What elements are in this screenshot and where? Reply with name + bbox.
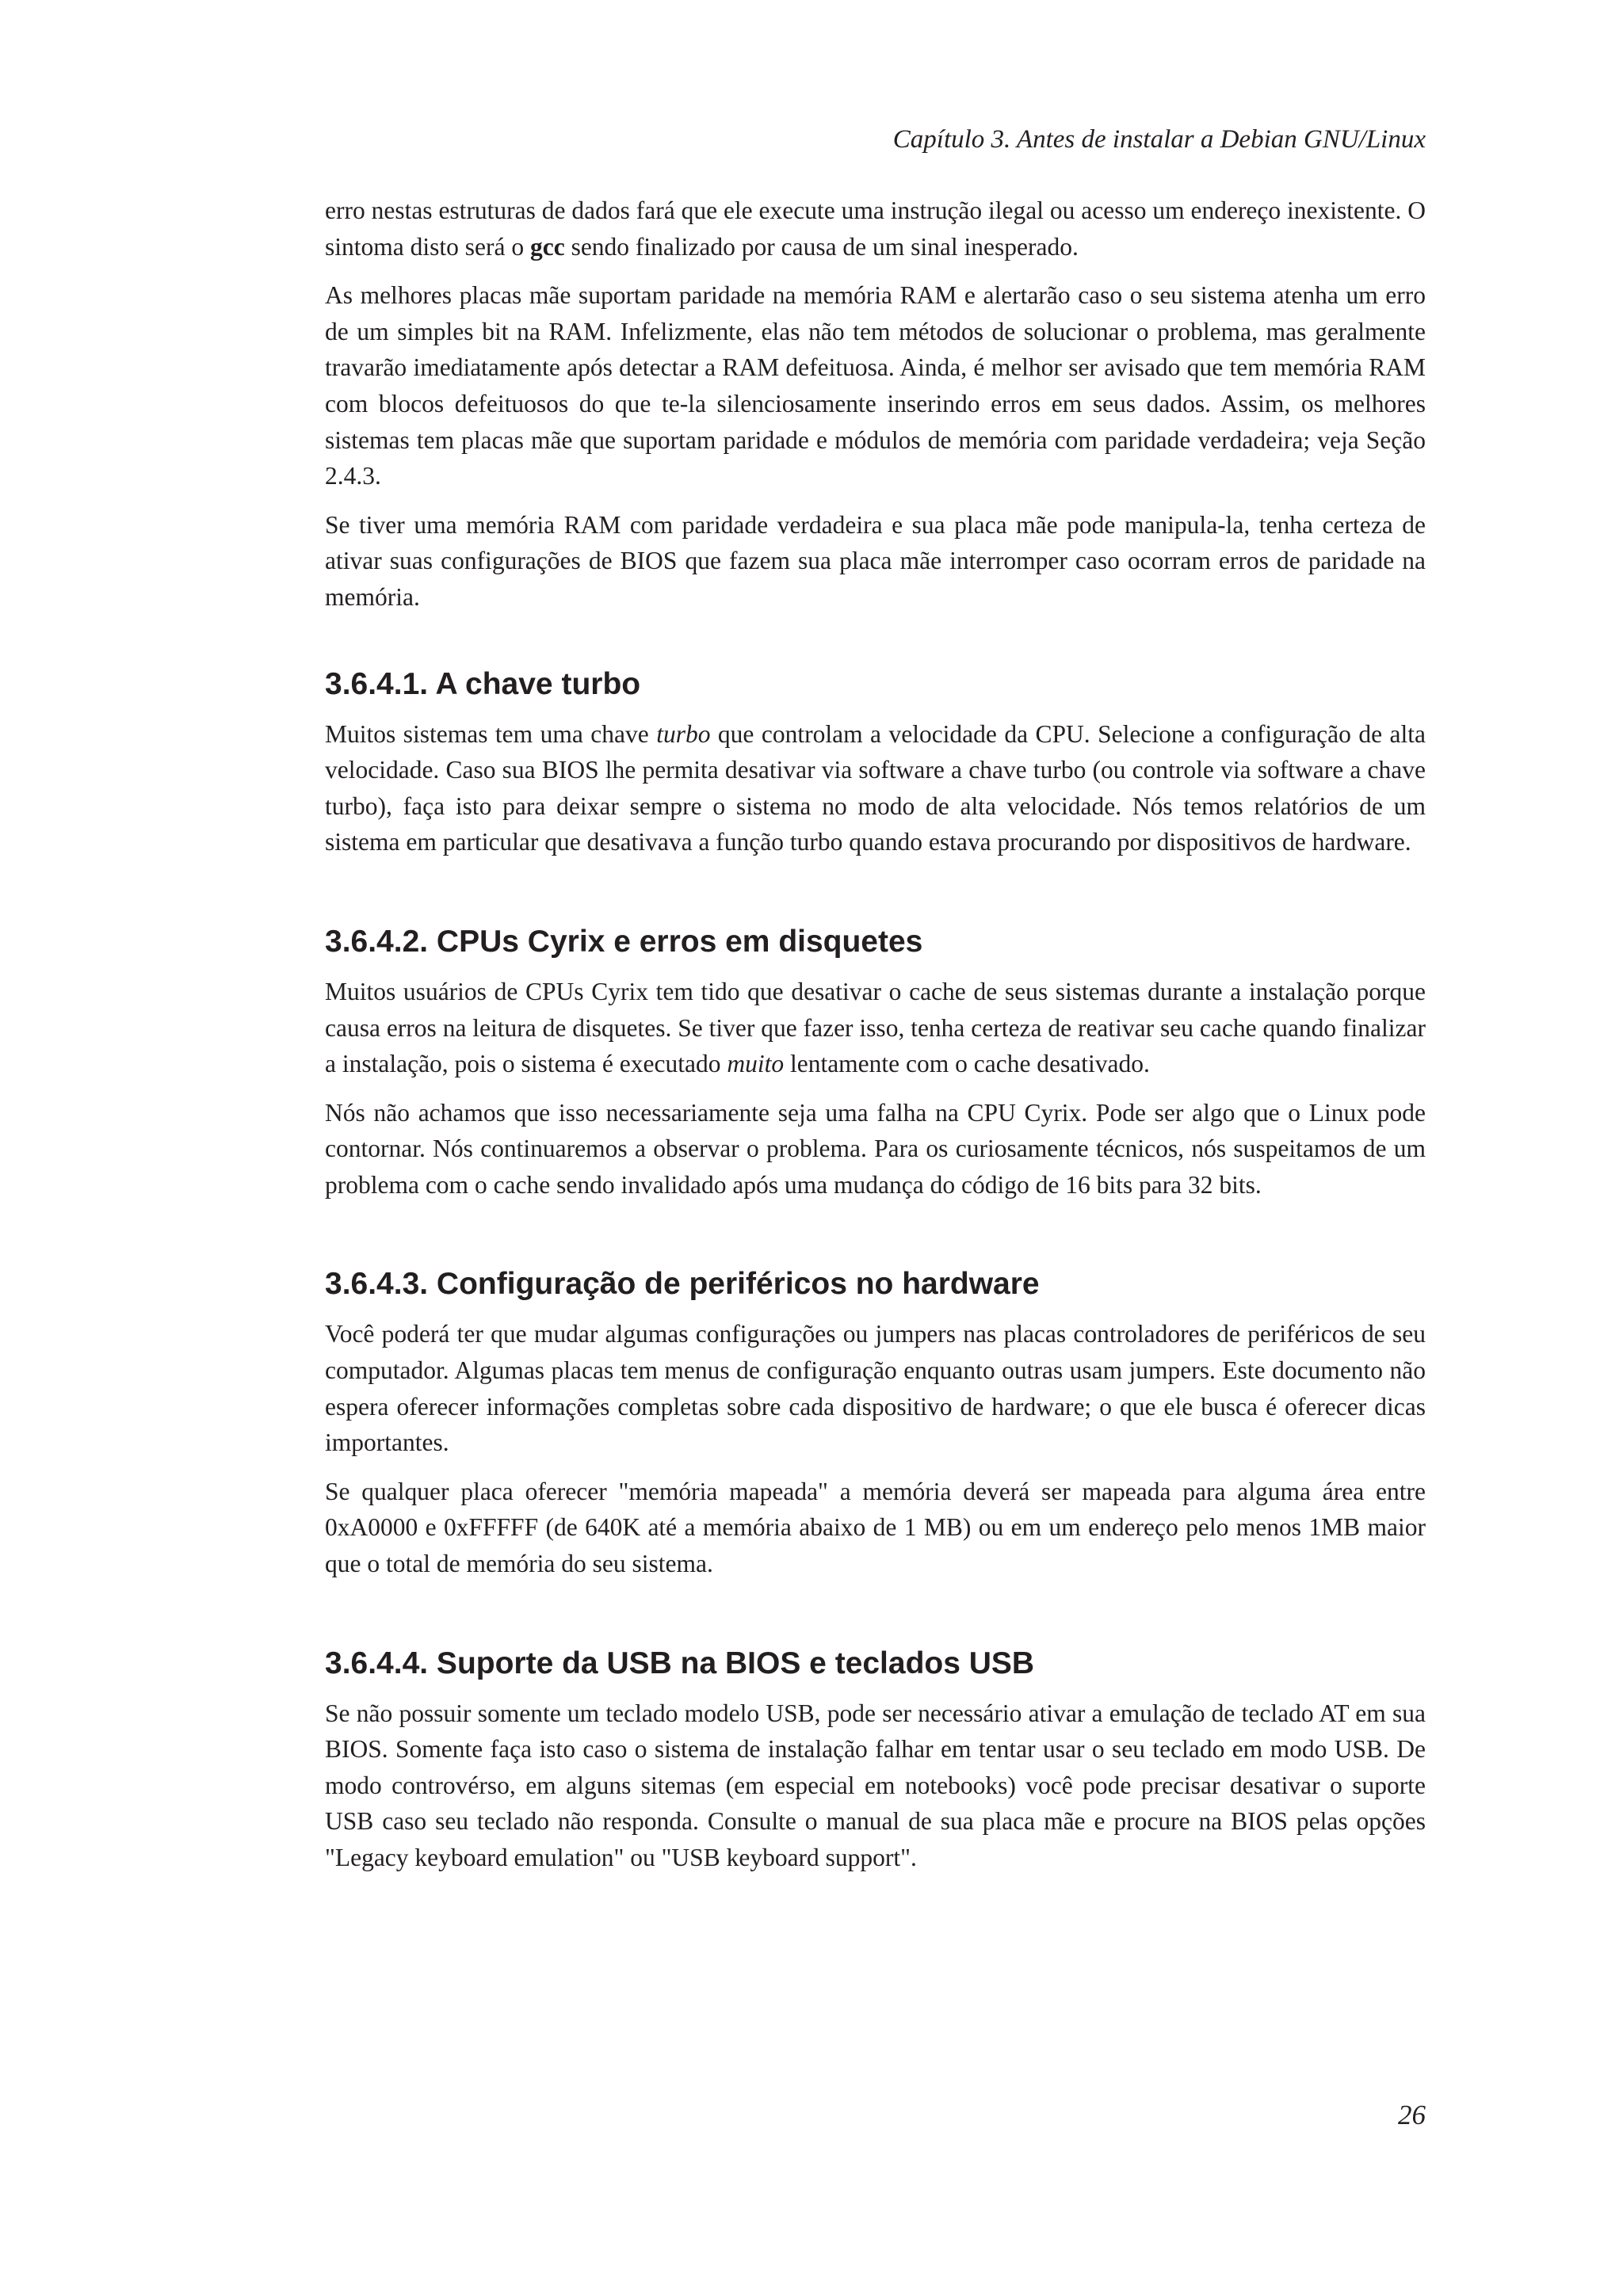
section-paragraph: Se não possuir somente um teclado modelo USB, pode ser necessário ativar a emulação de teclado AT em sua BIOS. Somente faça isto caso o sistema de instalação falhar em tentar usar o seu teclado em modo USB. De modo controvérso, em alguns sitemas (em especial em notebooks) você pode precisar desativar o suporte USB caso seu teclado não responda. Consulte o manual de sua placa mãe e procure na BIOS pelas opções "Legacy keyboard emulation" ou "USB keyboard support". bbox=[325, 1699, 1426, 1871]
section-paragraph: Se qualquer placa oferecer "memória mapeada" a memória deverá ser mapeada para alguma área entre 0xA0000 e 0xFFFFF (de 640K até a memória abaixo de 1 MB) ou em um endereço pelo menos 1MB maior que o total de memória do seu sistema. bbox=[325, 1477, 1426, 1578]
page-number: 26 bbox=[1398, 2100, 1426, 2130]
section-paragraph: Nós não achamos que isso necessariamente seja uma falha na CPU Cyrix. Pode ser algo que o Linux pode contornar. Nós continuaremos a observar o problema. Para os curiosamente técnicos, nós suspeitamos de um problema com o cache sendo invalidado após uma mudança do código de 16 bits para 32 bits. bbox=[325, 1098, 1426, 1199]
emphasis-text: turbo bbox=[656, 719, 711, 748]
section-heading: 3.6.4.3. Configuração de periféricos no hardware bbox=[325, 1267, 1040, 1302]
paragraph-text: Muitos usuários de CPUs Cyrix tem tido que desativar o cache de seus sistemas durante a instalação porque causa erros na leitura de disquetes. Se tiver que fazer isso, tenha certeza de reativar seu cache quando finalizar a instalação, pois o sistema é executado bbox=[325, 977, 1426, 1078]
gcc-command: gcc bbox=[529, 232, 565, 261]
document-body bbox=[325, 193, 1426, 1889]
intro-text-end: sendo finalizado por causa de um sinal inesperado. bbox=[564, 232, 1079, 261]
section-usb-bios bbox=[325, 1646, 1426, 1876]
section-heading: 3.6.4.4. Suporte da USB na BIOS e teclados USB bbox=[325, 1646, 1035, 1680]
emphasis-text: muito bbox=[727, 1050, 785, 1078]
intro-paragraph-3: Se tiver uma memória RAM com paridade verdadeira e sua placa mãe pode manipula-la, tenha certeza de ativar suas configurações de BIOS que fazem sua placa mãe interromper caso ocorram erros de paridade na memória. bbox=[325, 510, 1426, 611]
intro-paragraph-1 bbox=[325, 193, 1426, 265]
section-turbo-switch bbox=[325, 666, 1426, 860]
paragraph-text: que controlam a velocidade da CPU. Selecione a configuração de alta velocidade. Caso sua BIOS lhe permita desativar via software a chave turbo (ou controle via software a chave turbo), faça isto para deixar sempre o sistema no modo de alta velocidade. Nós temos relatórios de um sistema em particular que desativava a função turbo quando estava procurando por dispositivos de hardware. bbox=[325, 719, 1426, 856]
section-paragraph bbox=[325, 716, 1426, 860]
intro-paragraph-2: As melhores placas mãe suportam paridade na memória RAM e alertarão caso o seu sistema atenha um erro de um simples bit na RAM. Infelizmente, elas não tem métodos de solucionar o problema, mas geralmente travarão imediatamente após detectar a RAM defeituosa. Ainda, é melhor ser avisado que tem memória RAM com blocos defeituosos do que te-la silenciosamente inserindo erros em seus dados. Assim, os melhores sistemas tem placas mãe que suportam paridade e módulos de memória com paridade verdadeira; veja Seção 2.4.3. bbox=[325, 281, 1426, 490]
intro-text: erro nestas estruturas de dados fará que ele execute uma instrução ilegal ou acesso um endereço inexistente. O sintoma disto será o bbox=[325, 196, 1426, 261]
section-paragraph: Você poderá ter que mudar algumas configurações ou jumpers nas placas controladores de periféricos de seu computador. Algumas placas tem menus de configuração enquanto outras usam jumpers. Este documento não espera oferecer informações completas sobre cada dispositivo de hardware; o que ele busca é oferecer dicas importantes. bbox=[325, 1320, 1426, 1457]
section-cyrix-cpus bbox=[325, 924, 1426, 1203]
section-heading: 3.6.4.1. A chave turbo bbox=[325, 666, 641, 701]
running-header: Capítulo 3. Antes de instalar a Debian GNU/Linux bbox=[892, 125, 1426, 154]
paragraph-text: Muitos sistemas tem uma chave bbox=[325, 719, 657, 748]
section-heading: 3.6.4.2. CPUs Cyrix e erros em disquetes bbox=[325, 924, 923, 959]
section-peripheral-config bbox=[325, 1266, 1426, 1581]
paragraph-text: lentamente com o cache desativado. bbox=[784, 1050, 1150, 1078]
section-paragraph bbox=[325, 974, 1426, 1082]
